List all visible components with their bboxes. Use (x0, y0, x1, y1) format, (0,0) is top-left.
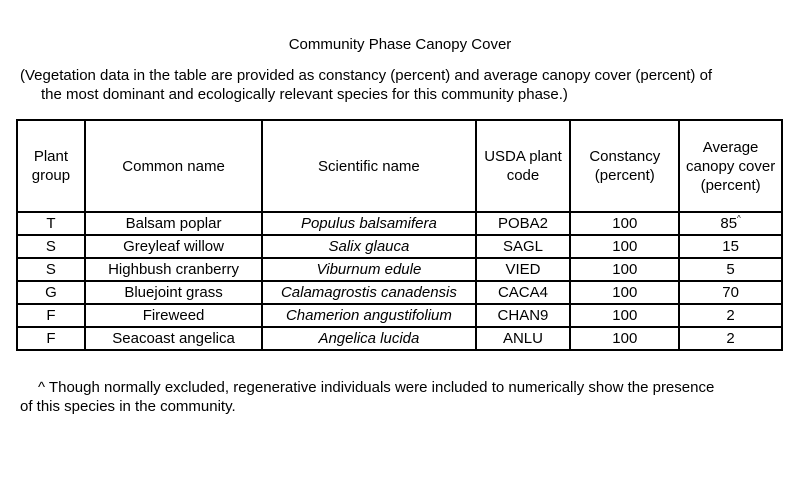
cell-avg-cover (679, 258, 782, 281)
cover-value: 85 (720, 215, 738, 232)
cell-group: T (17, 212, 85, 235)
cell-avg-cover (679, 304, 782, 327)
header-constancy: Constancy (percent) (570, 120, 679, 212)
header-usda-code: USDA plant code (476, 120, 571, 212)
header-common-name: Common name (85, 120, 262, 212)
canopy-cover-table (16, 119, 783, 351)
cell-common-name: Bluejoint grass (85, 281, 262, 304)
cell-group: G (17, 281, 85, 304)
cover-value: 2 (726, 307, 735, 324)
cover-value: 2 (726, 330, 735, 347)
cell-usda-code: CACA4 (476, 281, 571, 304)
header-plant-group: Plant group (17, 120, 85, 212)
intro-paragraph (20, 66, 790, 104)
cover-value: 70 (722, 284, 739, 301)
cell-group: S (17, 235, 85, 258)
cell-group: F (17, 304, 85, 327)
cell-usda-code: SAGL (476, 235, 571, 258)
cover-value: 5 (726, 261, 735, 278)
table-header-row (17, 120, 782, 212)
table-row (17, 258, 782, 281)
intro-line-1: (Vegetation data in the table are provided as constancy (percent) and average canopy cover (percent) of (20, 67, 713, 84)
cell-group: F (17, 327, 85, 350)
cell-constancy: 100 (570, 281, 679, 304)
table-row (17, 304, 782, 327)
cell-avg-cover (679, 281, 782, 304)
header-avg-cover: Average canopy cover (percent) (679, 120, 782, 212)
cell-scientific-name: Salix glauca (262, 235, 475, 258)
cell-scientific-name: Chamerion angustifolium (262, 304, 475, 327)
cell-common-name: Highbush cranberry (85, 258, 262, 281)
cell-group: S (17, 258, 85, 281)
cell-usda-code: VIED (476, 258, 571, 281)
table-row (17, 327, 782, 350)
cell-constancy: 100 (570, 212, 679, 235)
intro-line-2: the most dominant and ecologically relevant species for this community phase.) (41, 86, 568, 103)
footnote-marker: ^ (737, 214, 741, 223)
cell-constancy: 100 (570, 258, 679, 281)
cell-common-name: Seacoast angelica (85, 327, 262, 350)
cell-usda-code: CHAN9 (476, 304, 571, 327)
page-title: Community Phase Canopy Cover (288, 36, 512, 53)
cell-usda-code: ANLU (476, 327, 571, 350)
table-row (17, 281, 782, 304)
cell-constancy: 100 (570, 304, 679, 327)
cell-common-name: Greyleaf willow (85, 235, 262, 258)
cell-common-name: Fireweed (85, 304, 262, 327)
cell-avg-cover (679, 327, 782, 350)
footnote-line-2: of this species in the community. (20, 398, 236, 415)
footnote-line-1: ^ Though normally excluded, regenerative individuals were included to numerically show the presence (38, 379, 715, 396)
table-row (17, 212, 782, 235)
cell-avg-cover (679, 212, 782, 235)
cell-constancy: 100 (570, 235, 679, 258)
cell-common-name: Balsam poplar (85, 212, 262, 235)
cell-scientific-name: Populus balsamifera (262, 212, 475, 235)
cell-constancy: 100 (570, 327, 679, 350)
cell-scientific-name: Viburnum edule (262, 258, 475, 281)
cell-scientific-name: Calamagrostis canadensis (262, 281, 475, 304)
cell-scientific-name: Angelica lucida (262, 327, 475, 350)
header-scientific-name: Scientific name (262, 120, 475, 212)
cover-value: 15 (722, 238, 739, 255)
cell-avg-cover (679, 235, 782, 258)
footnote (20, 378, 790, 416)
table-row (17, 235, 782, 258)
cell-usda-code: POBA2 (476, 212, 571, 235)
